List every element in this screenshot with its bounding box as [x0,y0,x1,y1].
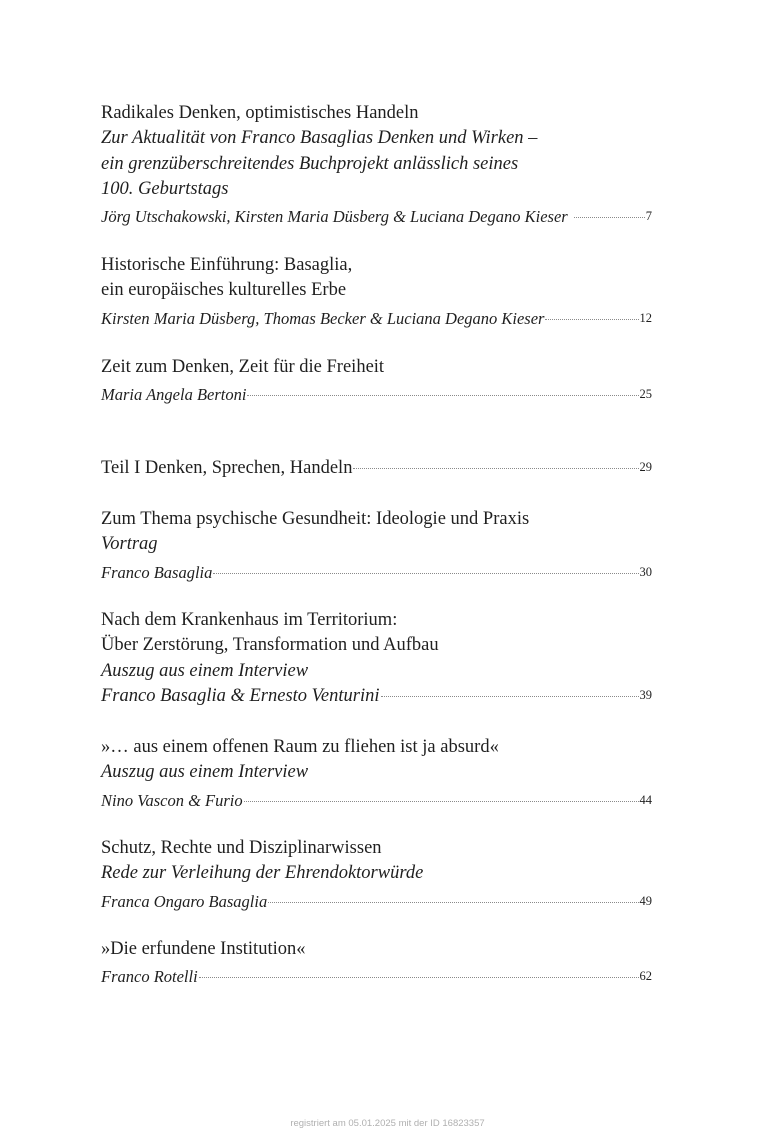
toc-entry [101,937,652,989]
entry-author-row [101,684,652,710]
toc-entry [101,836,652,914]
entry-title: Radikales Denken, optimistisches Handeln [101,103,419,123]
entry-author: Jörg Utschakowski, Kirsten Maria Düsberg & Luciana Degano Kieser [101,207,568,227]
registration-watermark: registriert am 05.01.2025 mit der ID 16823357 [290,1118,485,1129]
toc-entry [101,608,652,710]
entry-subtitle: Vortrag [101,534,158,555]
page-number: 44 [639,792,652,807]
dot-leader [199,977,639,978]
toc-entry [101,253,652,331]
part-title: Teil I Denken, Sprechen, Handeln [101,458,353,478]
dot-leader [244,801,639,802]
entry-title: Schutz, Rechte und Disziplinarwissen [101,838,382,858]
entry-subtitle: ein grenzüberschreitendes Buchprojekt anlässlich seines [101,153,519,174]
entry-title: Nach dem Krankenhaus im Territorium: [101,610,398,630]
page-number: 30 [639,564,652,579]
dot-leader [268,902,638,903]
page-number: 29 [639,460,652,474]
entry-author: Franco Basaglia [101,562,213,582]
dot-leader [213,573,638,574]
entry-title: Historische Einführung: Basaglia, [101,255,353,275]
dot-leader [574,217,645,218]
entry-title: Über Zerstörung, Transformation und Aufbau [101,635,439,656]
entry-subtitle: Auszug aus einem Interview [101,660,309,681]
entry-author-row [101,790,652,813]
toc-entry [101,507,652,585]
page-number: 62 [639,969,652,984]
entry-author: Kirsten Maria Düsberg, Thomas Becker & Luciana Degano Kieser [101,308,545,328]
entry-title: ein europäisches kulturelles Erbe [101,280,347,301]
entry-author-row [101,206,652,229]
entry-subtitle: Auszug aus einem Interview [101,762,309,783]
dot-leader [545,319,638,320]
toc-entry [101,735,652,813]
entry-author: Nino Vascon & Furio [101,790,243,810]
entry-author: Maria Angela Bertoni [101,385,247,405]
page-number: 25 [639,387,652,402]
entry-author-row [101,966,652,989]
entry-subtitle: Rede zur Verleihung der Ehrendoktorwürde [101,863,424,884]
entry-title: »Die erfundene Institution« [101,939,306,959]
entry-author: Franco Basaglia & Ernesto Venturini [101,685,380,706]
entry-author-row [101,308,652,331]
page-number: 12 [639,310,652,325]
dot-leader [381,696,639,697]
entry-author-row [101,562,652,585]
entry-subtitle: 100. Geburtstags [101,178,229,199]
entry-title: Zum Thema psychische Gesundheit: Ideologie und Praxis [101,509,530,529]
toc-entry [101,355,652,407]
entry-author-row [101,384,652,407]
page-number: 39 [639,687,652,702]
entry-subtitle: Zur Aktualität von Franco Basaglias Denken und Wirken – [101,128,538,149]
entry-author: Franca Ongaro Basaglia [101,891,268,911]
page-number: 7 [645,209,652,224]
entry-title: Zeit zum Denken, Zeit für die Freiheit [101,357,385,377]
dot-leader [247,395,638,396]
page-number: 49 [639,893,652,908]
toc-entry [101,101,652,229]
part-heading-row [101,456,652,482]
entry-author: Franco Rotelli [101,967,198,987]
dot-leader [353,468,638,469]
entry-author-row [101,891,652,914]
entry-title: »… aus einem offenen Raum zu fliehen ist ja absurd« [101,737,499,757]
